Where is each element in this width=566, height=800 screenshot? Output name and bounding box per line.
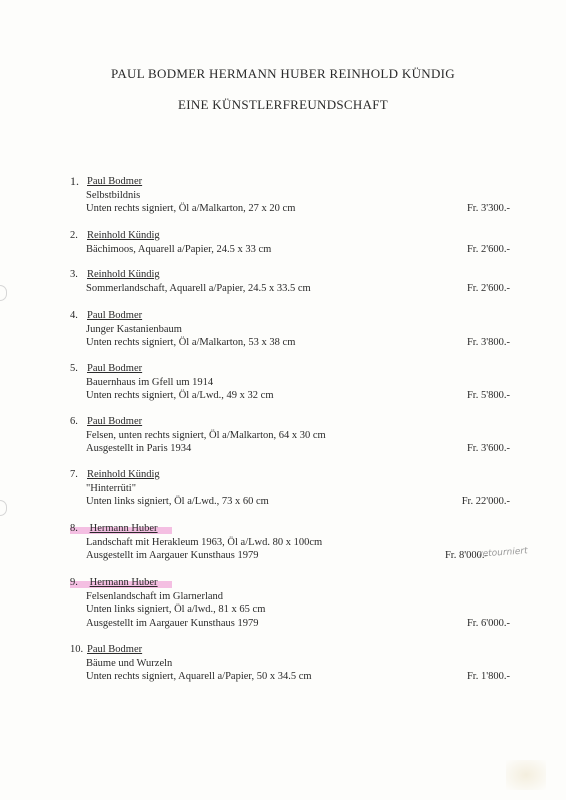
- list-item: [70, 468, 510, 509]
- item-price: Fr. 3'600.-: [466, 443, 510, 454]
- item-number: 6.: [70, 416, 78, 427]
- item-number: 10.: [70, 644, 84, 655]
- item-artist: Reinhold Kündig: [87, 230, 160, 241]
- item-artist: Reinhold Kündig: [87, 469, 160, 480]
- punch-hole-mark: [0, 500, 7, 516]
- item-title: Felsen, unten rechts signiert, Öl a/Malkarton, 64 x 30 cm: [86, 429, 326, 441]
- item-details: Unten rechts signiert, Aquarell a/Papier, 50 x 34.5 cm Fr. 1'800.-: [86, 671, 510, 682]
- item-price: Fr. 1'800.-: [466, 671, 510, 682]
- document-subtitle: EINE KÜNSTLERFREUNDSCHAFT: [177, 97, 389, 112]
- item-title: "Hinterrüti": [86, 482, 136, 494]
- item-price: Fr. 5'800.-: [466, 390, 510, 401]
- item-artist: Paul Bodmer: [87, 310, 143, 321]
- list-item: [70, 309, 510, 350]
- highlight-mark: [70, 522, 172, 536]
- item-details: Unten rechts signiert, Öl a/Lwd., 49 x 32 cm Fr. 5'800.-: [86, 390, 510, 401]
- item-details: Bächimoos, Aquarell a/Papier, 24.5 x 33 cm Fr. 2'600.-: [86, 243, 510, 255]
- list-item: [70, 175, 510, 216]
- item-details: Sommerlandschaft, Aquarell a/Papier, 24.5 x 33.5 cm Fr. 2'600.-: [86, 282, 510, 294]
- list-item: [70, 415, 510, 456]
- list-item: [70, 229, 510, 256]
- list-item: [70, 643, 510, 684]
- item-details: Unten links signiert, Öl a/lwd., 81 x 65 cm: [86, 604, 266, 615]
- handwritten-note: retourniert: [478, 546, 528, 560]
- item-price: Fr. 3'800.-: [466, 337, 510, 348]
- item-title: Junger Kastanienbaum: [86, 323, 182, 335]
- item-details: Unten rechts signiert, Öl a/Malkarton, 27 x 20 cm Fr. 3'300.-: [86, 203, 510, 214]
- item-number: 4.: [70, 310, 78, 321]
- item-price: Fr. 2'600.-: [466, 282, 510, 294]
- item-details: Unten rechts signiert, Öl a/Malkarton, 53 x 38 cm Fr. 3'800.-: [86, 337, 510, 348]
- item-artist: Paul Bodmer: [87, 644, 143, 655]
- item-title: Landschaft mit Herakleum 1963, Öl a/Lwd. 80 x 100cm: [86, 536, 323, 548]
- item-number: 3.: [70, 269, 78, 280]
- item-artist: Paul Bodmer: [87, 363, 143, 374]
- item-number: 5.: [70, 363, 78, 374]
- item-title: Bäume und Wurzeln: [86, 657, 173, 669]
- highlight-mark: [70, 576, 172, 590]
- item-details: Ausgestellt in Paris 1934 Fr. 3'600.-: [86, 443, 510, 454]
- item-title: Selbstbildnis: [86, 189, 141, 201]
- item-number: 1.: [70, 174, 79, 188]
- item-number: 8.: [70, 523, 78, 534]
- item-number: 7.: [70, 469, 78, 480]
- item-artist: Reinhold Kündig: [87, 269, 160, 280]
- item-details: Ausgestellt im Aargauer Kunsthaus 1979 Fr. 6'000.-: [86, 617, 510, 629]
- item-artist: Hermann Huber: [89, 523, 158, 534]
- item-price: Fr. 2'600.-: [466, 243, 510, 255]
- list-item: [70, 268, 510, 295]
- item-price: Fr. 3'300.-: [466, 203, 510, 214]
- item-title: Felsenlandschaft im Glarnerland: [86, 590, 224, 602]
- item-artist: Paul Bodmer: [87, 176, 143, 187]
- item-details: Unten links signiert, Öl a/Lwd., 73 x 60 cm Fr. 22'000.-: [86, 496, 510, 507]
- item-price: Fr. 8'000.-: [444, 550, 488, 561]
- item-details: Ausgestellt im Aargauer Kunsthaus 1979 Fr. 8'000.-: [86, 550, 488, 561]
- paper-stain: [506, 760, 546, 790]
- document-title: PAUL BODMER HERMANN HUBER REINHOLD KÜNDIG: [111, 66, 455, 81]
- item-number: 2.: [70, 230, 78, 241]
- punch-hole-mark: [0, 285, 7, 301]
- item-price: Fr. 22'000.-: [461, 496, 510, 507]
- item-title: Bauernhaus im Gfell um 1914: [86, 376, 214, 388]
- item-price: Fr. 6'000.-: [466, 617, 510, 629]
- item-artist: Hermann Huber: [89, 577, 158, 588]
- list-item: [70, 362, 510, 403]
- item-artist: Paul Bodmer: [87, 416, 143, 427]
- list-item: [70, 522, 510, 563]
- list-item: [70, 576, 510, 630]
- item-number: 9.: [70, 577, 78, 588]
